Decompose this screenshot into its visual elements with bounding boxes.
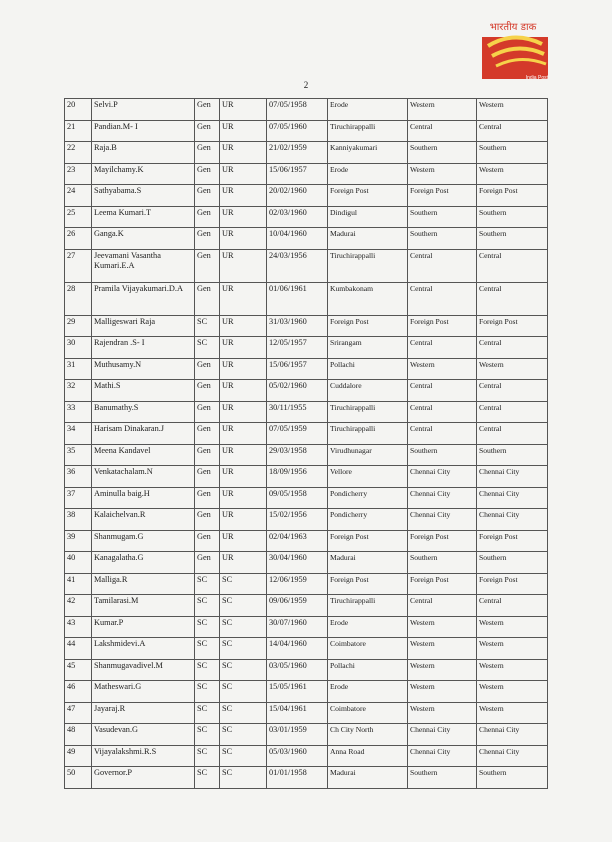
category-cell: UR bbox=[220, 444, 267, 466]
category-cell: UR bbox=[220, 380, 267, 402]
post-office-cell: Madurai bbox=[328, 228, 408, 250]
post-office-cell: Ch City North bbox=[328, 724, 408, 746]
category-cell: UR bbox=[220, 99, 267, 121]
region-cell: Chennai City bbox=[477, 509, 548, 531]
date-of-birth-cell: 07/05/1959 bbox=[267, 423, 328, 445]
post-office-cell: Kanniyakumari bbox=[328, 142, 408, 164]
table-row bbox=[65, 767, 548, 789]
region-cell: Western bbox=[477, 616, 548, 638]
region-cell: Western bbox=[477, 702, 548, 724]
community-cell: Gen bbox=[195, 163, 220, 185]
sl-no-cell: 32 bbox=[65, 380, 92, 402]
region-cell: Western bbox=[477, 358, 548, 380]
community-cell: SC bbox=[195, 573, 220, 595]
category-cell: SC bbox=[220, 745, 267, 767]
table-row bbox=[65, 185, 548, 207]
division-cell: Southern bbox=[408, 142, 477, 164]
sl-no-cell: 50 bbox=[65, 767, 92, 789]
sl-no-cell: 35 bbox=[65, 444, 92, 466]
sl-no-cell: 41 bbox=[65, 573, 92, 595]
region-cell: Western bbox=[477, 659, 548, 681]
division-cell: Western bbox=[408, 163, 477, 185]
community-cell: Gen bbox=[195, 282, 220, 315]
division-cell: Chennai City bbox=[408, 466, 477, 488]
category-cell: SC bbox=[220, 659, 267, 681]
post-office-cell: Pondicherry bbox=[328, 509, 408, 531]
post-office-cell: Pollachi bbox=[328, 358, 408, 380]
category-cell: SC bbox=[220, 638, 267, 660]
category-cell: UR bbox=[220, 337, 267, 359]
division-cell: Western bbox=[408, 638, 477, 660]
post-office-cell: Foreign Post bbox=[328, 573, 408, 595]
division-cell: Western bbox=[408, 681, 477, 703]
table-row bbox=[65, 337, 548, 359]
date-of-birth-cell: 09/06/1959 bbox=[267, 595, 328, 617]
table-row bbox=[65, 358, 548, 380]
date-of-birth-cell: 15/06/1957 bbox=[267, 163, 328, 185]
sl-no-cell: 20 bbox=[65, 99, 92, 121]
community-cell: Gen bbox=[195, 380, 220, 402]
category-cell: SC bbox=[220, 724, 267, 746]
community-cell: SC bbox=[195, 337, 220, 359]
date-of-birth-cell: 10/04/1960 bbox=[267, 228, 328, 250]
date-of-birth-cell: 31/03/1960 bbox=[267, 315, 328, 337]
name-cell: Kumar.P bbox=[92, 616, 195, 638]
post-office-cell: Srirangam bbox=[328, 337, 408, 359]
employee-table-body bbox=[65, 99, 548, 789]
date-of-birth-cell: 03/01/1959 bbox=[267, 724, 328, 746]
name-cell: Mayilchamy.K bbox=[92, 163, 195, 185]
division-cell: Central bbox=[408, 595, 477, 617]
employee-table bbox=[64, 98, 548, 789]
region-cell: Foreign Post bbox=[477, 315, 548, 337]
region-cell: Western bbox=[477, 163, 548, 185]
sl-no-cell: 27 bbox=[65, 249, 92, 282]
region-cell: Central bbox=[477, 337, 548, 359]
post-office-cell: Erode bbox=[328, 99, 408, 121]
name-cell: Leema Kumari.T bbox=[92, 206, 195, 228]
division-cell: Foreign Post bbox=[408, 185, 477, 207]
table-row bbox=[65, 573, 548, 595]
name-cell: Kalaichelvan.R bbox=[92, 509, 195, 531]
table-row bbox=[65, 616, 548, 638]
date-of-birth-cell: 29/03/1958 bbox=[267, 444, 328, 466]
date-of-birth-cell: 15/02/1956 bbox=[267, 509, 328, 531]
table-row bbox=[65, 206, 548, 228]
community-cell: SC bbox=[195, 681, 220, 703]
community-cell: Gen bbox=[195, 206, 220, 228]
sl-no-cell: 47 bbox=[65, 702, 92, 724]
table-row bbox=[65, 530, 548, 552]
post-office-cell: Virudhunagar bbox=[328, 444, 408, 466]
date-of-birth-cell: 18/09/1956 bbox=[267, 466, 328, 488]
category-cell: UR bbox=[220, 466, 267, 488]
name-cell: Vasudevan.G bbox=[92, 724, 195, 746]
category-cell: UR bbox=[220, 358, 267, 380]
name-cell: Shanmugam.G bbox=[92, 530, 195, 552]
category-cell: UR bbox=[220, 142, 267, 164]
table-row bbox=[65, 249, 548, 282]
table-row bbox=[65, 509, 548, 531]
post-office-cell: Coimbatore bbox=[328, 638, 408, 660]
post-office-cell: Pondicherry bbox=[328, 487, 408, 509]
name-cell: Harisam Dinakaran.J bbox=[92, 423, 195, 445]
logo-hindi-text: भारतीय डाक bbox=[489, 22, 537, 33]
community-cell: SC bbox=[195, 724, 220, 746]
post-office-cell: Erode bbox=[328, 616, 408, 638]
sl-no-cell: 48 bbox=[65, 724, 92, 746]
table-row bbox=[65, 228, 548, 250]
name-cell: Rajendran .S- I bbox=[92, 337, 195, 359]
division-cell: Foreign Post bbox=[408, 573, 477, 595]
category-cell: SC bbox=[220, 616, 267, 638]
category-cell: SC bbox=[220, 595, 267, 617]
community-cell: Gen bbox=[195, 466, 220, 488]
table-row bbox=[65, 99, 548, 121]
region-cell: Chennai City bbox=[477, 724, 548, 746]
region-cell: Chennai City bbox=[477, 466, 548, 488]
sl-no-cell: 45 bbox=[65, 659, 92, 681]
category-cell: UR bbox=[220, 228, 267, 250]
sl-no-cell: 43 bbox=[65, 616, 92, 638]
name-cell: Selvi.P bbox=[92, 99, 195, 121]
name-cell: Ganga.K bbox=[92, 228, 195, 250]
sl-no-cell: 22 bbox=[65, 142, 92, 164]
sl-no-cell: 34 bbox=[65, 423, 92, 445]
sl-no-cell: 49 bbox=[65, 745, 92, 767]
division-cell: Western bbox=[408, 702, 477, 724]
date-of-birth-cell: 14/04/1960 bbox=[267, 638, 328, 660]
post-office-cell: Kumbakonam bbox=[328, 282, 408, 315]
date-of-birth-cell: 30/07/1960 bbox=[267, 616, 328, 638]
table-row bbox=[65, 552, 548, 574]
community-cell: Gen bbox=[195, 120, 220, 142]
table-row bbox=[65, 120, 548, 142]
sl-no-cell: 46 bbox=[65, 681, 92, 703]
region-cell: Central bbox=[477, 380, 548, 402]
division-cell: Central bbox=[408, 380, 477, 402]
date-of-birth-cell: 20/02/1960 bbox=[267, 185, 328, 207]
region-cell: Chennai City bbox=[477, 487, 548, 509]
category-cell: UR bbox=[220, 509, 267, 531]
region-cell: Western bbox=[477, 99, 548, 121]
name-cell: Malliga.R bbox=[92, 573, 195, 595]
region-cell: Southern bbox=[477, 552, 548, 574]
region-cell: Southern bbox=[477, 206, 548, 228]
division-cell: Central bbox=[408, 401, 477, 423]
name-cell: Jayaraj.R bbox=[92, 702, 195, 724]
community-cell: SC bbox=[195, 595, 220, 617]
division-cell: Foreign Post bbox=[408, 530, 477, 552]
table-row bbox=[65, 595, 548, 617]
table-row bbox=[65, 282, 548, 315]
category-cell: SC bbox=[220, 702, 267, 724]
community-cell: Gen bbox=[195, 142, 220, 164]
date-of-birth-cell: 24/03/1956 bbox=[267, 249, 328, 282]
region-cell: Central bbox=[477, 282, 548, 315]
division-cell: Southern bbox=[408, 228, 477, 250]
community-cell: Gen bbox=[195, 185, 220, 207]
sl-no-cell: 23 bbox=[65, 163, 92, 185]
table-row bbox=[65, 638, 548, 660]
division-cell: Western bbox=[408, 358, 477, 380]
table-row bbox=[65, 423, 548, 445]
date-of-birth-cell: 07/05/1958 bbox=[267, 99, 328, 121]
table-row bbox=[65, 724, 548, 746]
community-cell: Gen bbox=[195, 358, 220, 380]
category-cell: UR bbox=[220, 487, 267, 509]
name-cell: Vijayalakshmi.R.S bbox=[92, 745, 195, 767]
post-office-cell: Anna Road bbox=[328, 745, 408, 767]
name-cell: Shanmugavadivel.M bbox=[92, 659, 195, 681]
post-office-cell: Madurai bbox=[328, 767, 408, 789]
sl-no-cell: 25 bbox=[65, 206, 92, 228]
date-of-birth-cell: 15/06/1957 bbox=[267, 358, 328, 380]
post-office-cell: Madurai bbox=[328, 552, 408, 574]
date-of-birth-cell: 12/06/1959 bbox=[267, 573, 328, 595]
post-office-cell: Vellore bbox=[328, 466, 408, 488]
category-cell: UR bbox=[220, 120, 267, 142]
india-post-logo bbox=[474, 20, 552, 84]
name-cell: Malligeswari Raja bbox=[92, 315, 195, 337]
sl-no-cell: 44 bbox=[65, 638, 92, 660]
division-cell: Foreign Post bbox=[408, 315, 477, 337]
table-row bbox=[65, 315, 548, 337]
page-number: 2 bbox=[303, 80, 309, 90]
post-office-cell: Dindigul bbox=[328, 206, 408, 228]
date-of-birth-cell: 05/02/1960 bbox=[267, 380, 328, 402]
category-cell: UR bbox=[220, 423, 267, 445]
name-cell: Lakshmidevi.A bbox=[92, 638, 195, 660]
table-row bbox=[65, 466, 548, 488]
division-cell: Southern bbox=[408, 206, 477, 228]
post-office-cell: Coimbatore bbox=[328, 702, 408, 724]
name-cell: Pandian.M- I bbox=[92, 120, 195, 142]
table-row bbox=[65, 702, 548, 724]
region-cell: Central bbox=[477, 249, 548, 282]
category-cell: UR bbox=[220, 401, 267, 423]
community-cell: Gen bbox=[195, 401, 220, 423]
table-row bbox=[65, 681, 548, 703]
name-cell: Sathyabama.S bbox=[92, 185, 195, 207]
category-cell: UR bbox=[220, 315, 267, 337]
date-of-birth-cell: 01/01/1958 bbox=[267, 767, 328, 789]
sl-no-cell: 24 bbox=[65, 185, 92, 207]
table-row bbox=[65, 401, 548, 423]
table-row bbox=[65, 444, 548, 466]
region-cell: Southern bbox=[477, 767, 548, 789]
community-cell: Gen bbox=[195, 444, 220, 466]
category-cell: UR bbox=[220, 282, 267, 315]
sl-no-cell: 40 bbox=[65, 552, 92, 574]
division-cell: Chennai City bbox=[408, 724, 477, 746]
region-cell: Southern bbox=[477, 228, 548, 250]
sl-no-cell: 30 bbox=[65, 337, 92, 359]
sl-no-cell: 36 bbox=[65, 466, 92, 488]
category-cell: UR bbox=[220, 552, 267, 574]
post-office-cell: Tiruchirappalli bbox=[328, 249, 408, 282]
division-cell: Western bbox=[408, 99, 477, 121]
post-office-cell: Cuddalore bbox=[328, 380, 408, 402]
category-cell: UR bbox=[220, 163, 267, 185]
division-cell: Central bbox=[408, 423, 477, 445]
region-cell: Central bbox=[477, 423, 548, 445]
region-cell: Foreign Post bbox=[477, 530, 548, 552]
post-office-cell: Tiruchirappalli bbox=[328, 423, 408, 445]
date-of-birth-cell: 21/02/1959 bbox=[267, 142, 328, 164]
region-cell: Central bbox=[477, 120, 548, 142]
division-cell: Western bbox=[408, 659, 477, 681]
community-cell: Gen bbox=[195, 249, 220, 282]
date-of-birth-cell: 02/04/1963 bbox=[267, 530, 328, 552]
name-cell: Muthusamy.N bbox=[92, 358, 195, 380]
name-cell: Venkatachalam.N bbox=[92, 466, 195, 488]
sl-no-cell: 29 bbox=[65, 315, 92, 337]
region-cell: Central bbox=[477, 401, 548, 423]
table-row bbox=[65, 163, 548, 185]
date-of-birth-cell: 09/05/1958 bbox=[267, 487, 328, 509]
community-cell: Gen bbox=[195, 552, 220, 574]
table-row bbox=[65, 659, 548, 681]
region-cell: Chennai City bbox=[477, 745, 548, 767]
post-office-cell: Tiruchirappalli bbox=[328, 595, 408, 617]
name-cell: Aminulla baig.H bbox=[92, 487, 195, 509]
post-office-cell: Pollachi bbox=[328, 659, 408, 681]
post-office-cell: Tiruchirappalli bbox=[328, 401, 408, 423]
division-cell: Central bbox=[408, 120, 477, 142]
division-cell: Southern bbox=[408, 552, 477, 574]
category-cell: SC bbox=[220, 767, 267, 789]
sl-no-cell: 37 bbox=[65, 487, 92, 509]
table-row bbox=[65, 745, 548, 767]
community-cell: SC bbox=[195, 315, 220, 337]
post-office-cell: Erode bbox=[328, 681, 408, 703]
date-of-birth-cell: 30/04/1960 bbox=[267, 552, 328, 574]
division-cell: Chennai City bbox=[408, 487, 477, 509]
logo-english-text: India Post bbox=[525, 75, 548, 81]
community-cell: SC bbox=[195, 616, 220, 638]
post-office-cell: Erode bbox=[328, 163, 408, 185]
post-office-cell: Foreign Post bbox=[328, 315, 408, 337]
table-row bbox=[65, 380, 548, 402]
post-office-cell: Foreign Post bbox=[328, 530, 408, 552]
sl-no-cell: 33 bbox=[65, 401, 92, 423]
category-cell: UR bbox=[220, 249, 267, 282]
community-cell: Gen bbox=[195, 228, 220, 250]
date-of-birth-cell: 03/05/1960 bbox=[267, 659, 328, 681]
date-of-birth-cell: 30/11/1955 bbox=[267, 401, 328, 423]
region-cell: Southern bbox=[477, 142, 548, 164]
sl-no-cell: 28 bbox=[65, 282, 92, 315]
name-cell: Jeevamani Vasantha Kumari.E.A bbox=[92, 249, 195, 282]
post-office-cell: Foreign Post bbox=[328, 185, 408, 207]
name-cell: Mathi.S bbox=[92, 380, 195, 402]
date-of-birth-cell: 07/05/1960 bbox=[267, 120, 328, 142]
sl-no-cell: 38 bbox=[65, 509, 92, 531]
name-cell: Tamilarasi.M bbox=[92, 595, 195, 617]
region-cell: Western bbox=[477, 681, 548, 703]
name-cell: Governor.P bbox=[92, 767, 195, 789]
division-cell: Chennai City bbox=[408, 745, 477, 767]
community-cell: SC bbox=[195, 638, 220, 660]
post-office-cell: Tiruchirappalli bbox=[328, 120, 408, 142]
community-cell: Gen bbox=[195, 487, 220, 509]
name-cell: Matheswari.G bbox=[92, 681, 195, 703]
sl-no-cell: 42 bbox=[65, 595, 92, 617]
category-cell: SC bbox=[220, 681, 267, 703]
division-cell: Central bbox=[408, 337, 477, 359]
division-cell: Central bbox=[408, 249, 477, 282]
region-cell: Southern bbox=[477, 444, 548, 466]
community-cell: Gen bbox=[195, 530, 220, 552]
name-cell: Banumathy.S bbox=[92, 401, 195, 423]
community-cell: SC bbox=[195, 702, 220, 724]
table-row bbox=[65, 487, 548, 509]
sl-no-cell: 26 bbox=[65, 228, 92, 250]
division-cell: Chennai City bbox=[408, 509, 477, 531]
name-cell: Raja.B bbox=[92, 142, 195, 164]
sl-no-cell: 21 bbox=[65, 120, 92, 142]
date-of-birth-cell: 05/03/1960 bbox=[267, 745, 328, 767]
community-cell: Gen bbox=[195, 423, 220, 445]
date-of-birth-cell: 15/05/1961 bbox=[267, 681, 328, 703]
community-cell: SC bbox=[195, 767, 220, 789]
category-cell: UR bbox=[220, 206, 267, 228]
division-cell: Western bbox=[408, 616, 477, 638]
community-cell: Gen bbox=[195, 509, 220, 531]
division-cell: Southern bbox=[408, 767, 477, 789]
date-of-birth-cell: 01/06/1961 bbox=[267, 282, 328, 315]
division-cell: Central bbox=[408, 282, 477, 315]
category-cell: UR bbox=[220, 185, 267, 207]
community-cell: Gen bbox=[195, 99, 220, 121]
name-cell: Kanagalatha.G bbox=[92, 552, 195, 574]
sl-no-cell: 31 bbox=[65, 358, 92, 380]
community-cell: SC bbox=[195, 745, 220, 767]
category-cell: SC bbox=[220, 573, 267, 595]
region-cell: Foreign Post bbox=[477, 185, 548, 207]
region-cell: Western bbox=[477, 638, 548, 660]
category-cell: UR bbox=[220, 530, 267, 552]
name-cell: Meena Kandavel bbox=[92, 444, 195, 466]
community-cell: SC bbox=[195, 659, 220, 681]
region-cell: Foreign Post bbox=[477, 573, 548, 595]
table-row bbox=[65, 142, 548, 164]
name-cell: Pramila Vijayakumari.D.A bbox=[92, 282, 195, 315]
date-of-birth-cell: 02/03/1960 bbox=[267, 206, 328, 228]
date-of-birth-cell: 12/05/1957 bbox=[267, 337, 328, 359]
date-of-birth-cell: 15/04/1961 bbox=[267, 702, 328, 724]
sl-no-cell: 39 bbox=[65, 530, 92, 552]
region-cell: Central bbox=[477, 595, 548, 617]
division-cell: Southern bbox=[408, 444, 477, 466]
